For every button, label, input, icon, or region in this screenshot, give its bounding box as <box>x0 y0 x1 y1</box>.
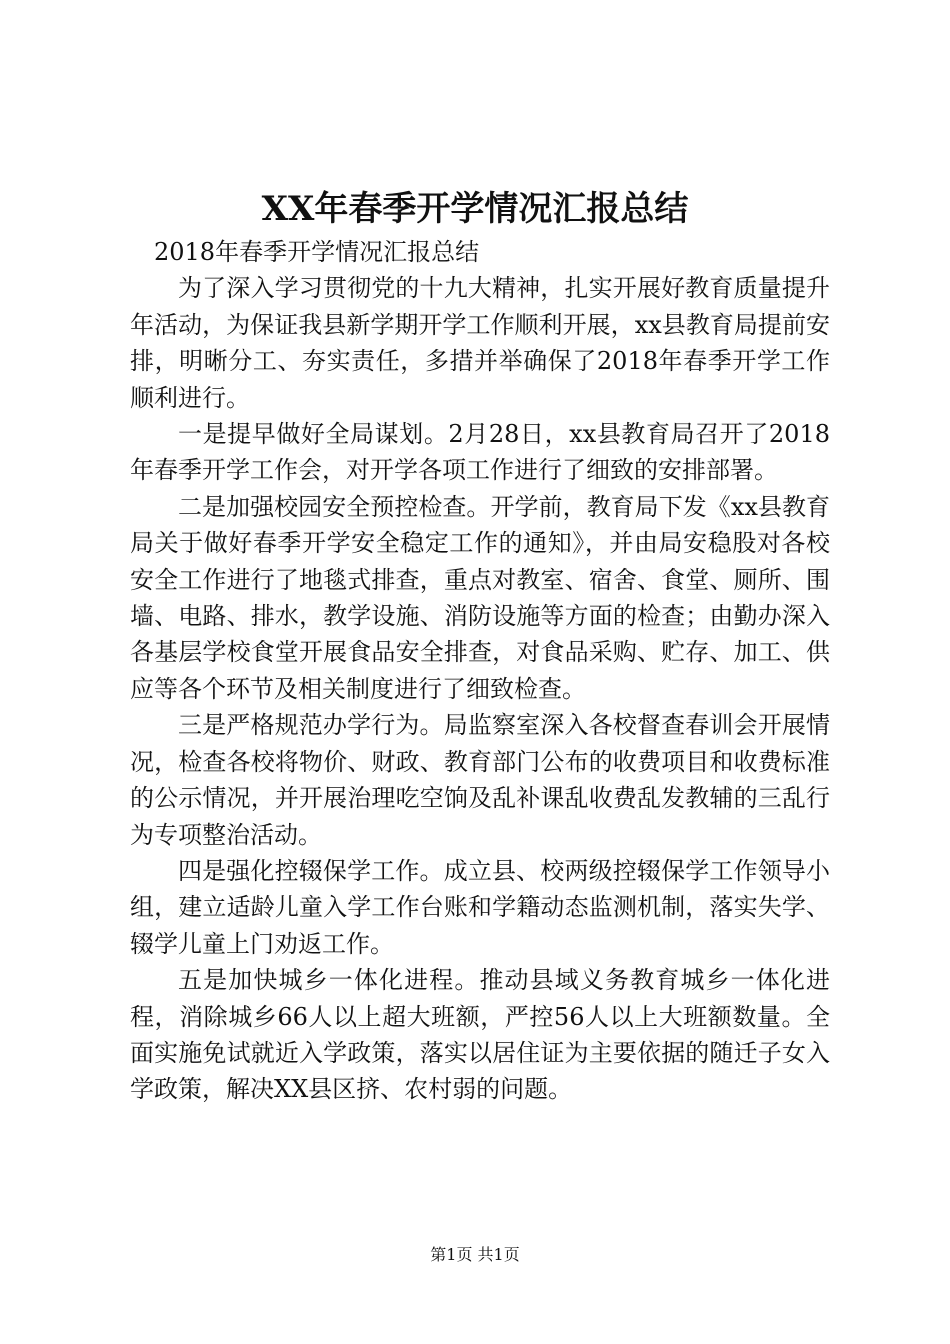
paragraph-point-4: 四是强化控辍保学工作。成立县、校两级控辍保学工作领导小组，建立适龄儿童入学工作台账和学籍动态监测机制，落实失学、辍学儿童上门劝返工作。 <box>130 856 830 958</box>
document-body <box>130 234 830 1108</box>
paragraph-intro: 为了深入学习贯彻党的十九大精神，扎实开展好教育质量提升年活动，为保证我县新学期开学工作顺利开展，xx县教育局提前安排，明晰分工、夯实责任，多措并举确保了2018年春季开学工作顺利进行。 <box>130 274 830 412</box>
page-footer: 第1页 共1页 <box>430 1245 520 1264</box>
paragraph-point-2: 二是加强校园安全预控检查。开学前，教育局下发《xx县教育局关于做好春季开学安全稳定工作的通知》，并由局安稳股对各校安全工作进行了地毯式排查，重点对教室、宿舍、食堂、厕所、围墙、电路、排水，教学设施、消防设施等方面的检查；由勤办深入各基层学校食堂开展食品安全排查，对食品采购、贮存、加工、供应等各个环节及相关制度进行了细致检查。 <box>130 492 830 703</box>
paragraph-point-1: 一是提早做好全局谋划。2月28日，xx县教育局召开了2018年春季开学工作会，对开学各项工作进行了细致的安排部署。 <box>130 420 830 485</box>
paragraph-point-3: 三是严格规范办学行为。局监察室深入各校督查春训会开展情况，检查各校将物价、财政、教育部门公布的收费项目和收费标准的公示情况，并开展治理吃空饷及乱补课乱收费乱发教辅的三乱行为专项整治活动。 <box>130 711 830 849</box>
paragraph-point-5: 五是加快城乡一体化进程。推动县域义务教育城乡一体化进程，消除城乡66人以上超大班额，严控56人以上大班额数量。全面实施免试就近入学政策，落实以居住证为主要依据的随迁子女入学政策，解决XX县区挤、农村弱的问题。 <box>130 966 830 1104</box>
document-title: XX年春季开学情况汇报总结 <box>261 189 689 229</box>
document-subtitle: 2018年春季开学情况汇报总结 <box>154 238 480 266</box>
